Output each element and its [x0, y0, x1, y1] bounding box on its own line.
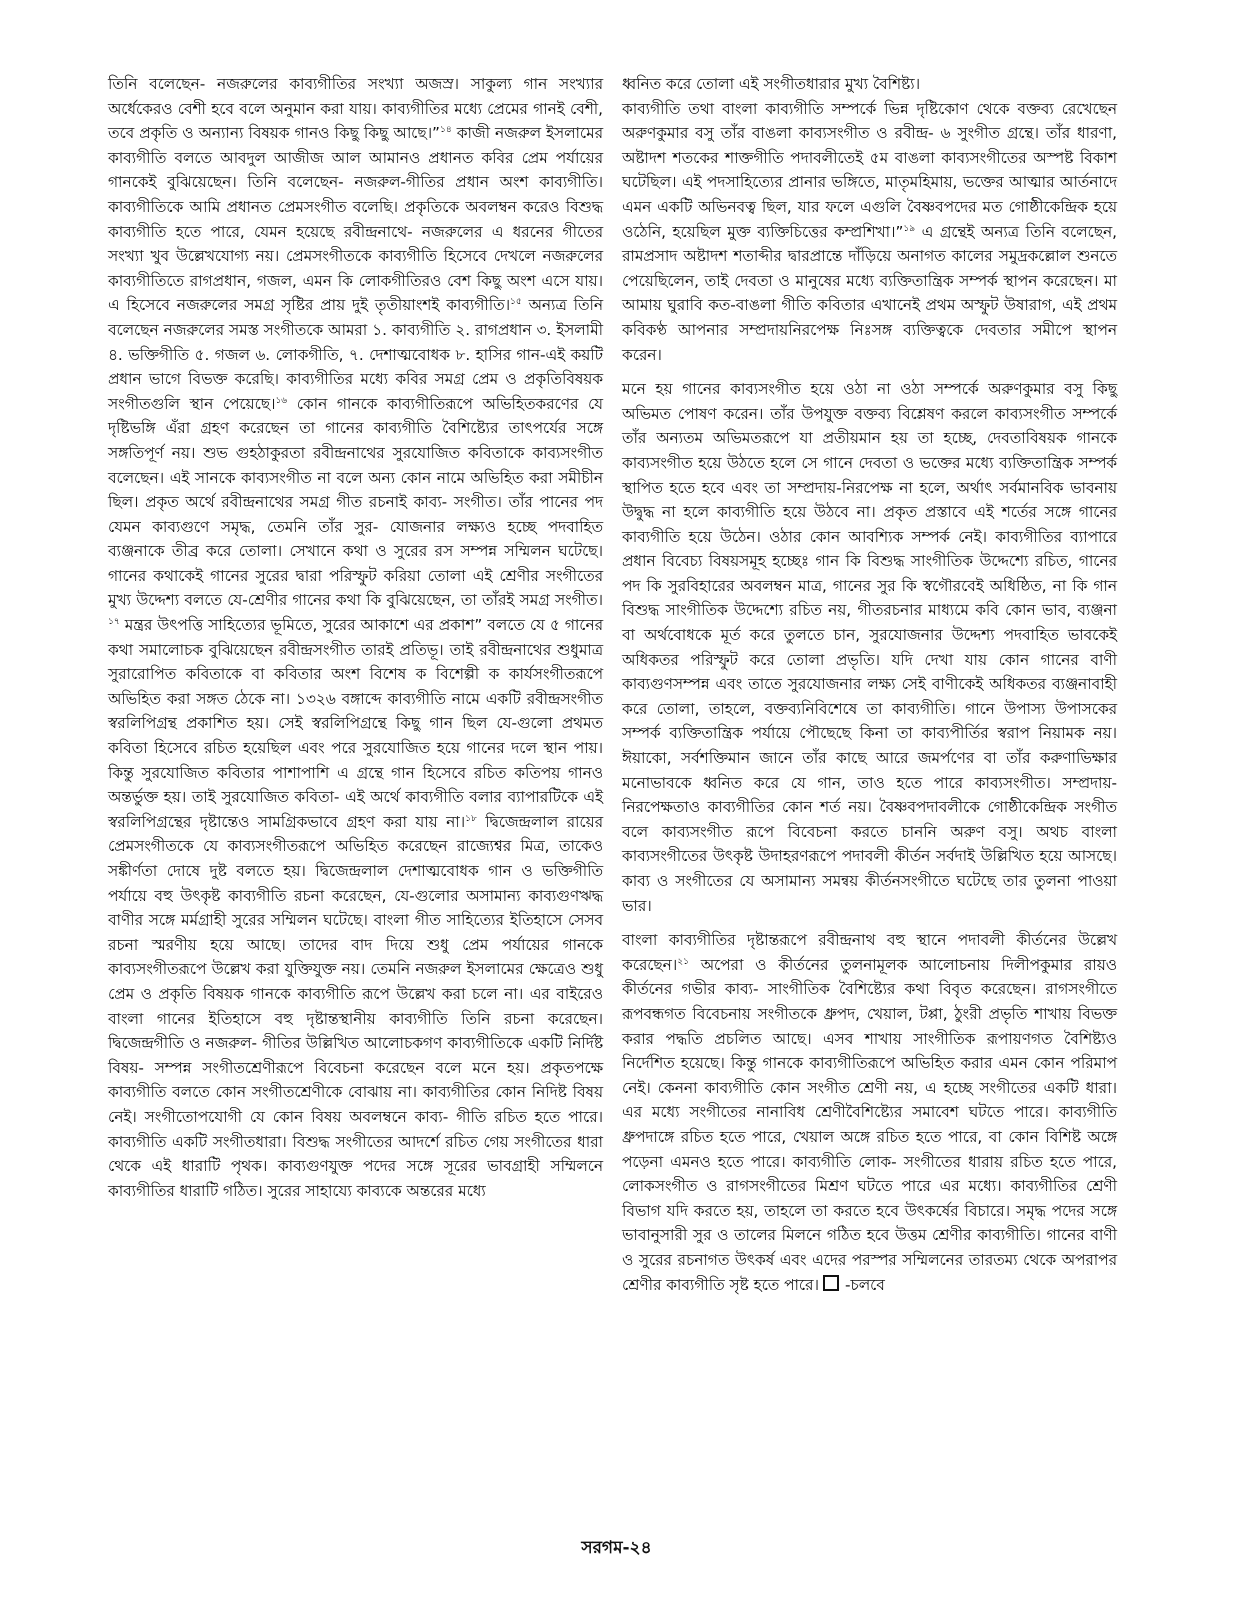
- text-run: অন্যত্র তিনি বলেছেন নজরুলের সমস্ত সংগীতকে আমরা ১. কাব্যগীতি ২. রাগপ্রধান ৩. ইসলামী ৪. ভক্তিগীতি ৫. গজল ৬. লোকগীতি, ৭. দেশাত্মবোধক ৮. হাসির গান-এই কয়টি প্রধান ভাগে বিভক্ত করেছি। কাব্যগীতির মধ্যে কবির সমগ্র প্রেম ও প্রকৃতিবিষয়ক সংগীতগুলি স্থান পেয়েছে।: [108, 296, 603, 413]
- footnote-ref: ১৫: [510, 297, 522, 308]
- text-run: দ্বিজেন্দ্রলাল রায়ের প্রেমসংগীতকে যে কাব্যসংগীতরূপে অভিহিত করেছেন রাজ্যেশ্বর মিত্র, তাকেও সঙ্কীর্ণতা দোষে দুষ্ট বলতে হয়। দ্বিজেন্দ্রলাল দেশাত্মবোধক গান ও ভক্তিগীতি পর্যায়ে বহু উৎকৃষ্ট কাব্যগীতি রচনা করেছেন, যে-গুলোর অসামান্য কাব্যগুণঋদ্ধ বাণীর সঙ্গে মর্মগ্রাহী সুরের সম্মিলন ঘটেছে। বাংলা গীত সাহিত্যের ইতিহাসে সেসব রচনা স্মরণীয় হয়ে আছে। তাদের বাদ দিয়ে শুধু প্রেম পর্যায়ের গানকে কাব্যসংগীতরূপে উল্লেখ করা যুক্তিযুক্ত নয়। তেমনি নজরুল ইসলামের ক্ষেত্রেও শুধু প্রেম ও প্রকৃতি বিষয়ক গানকে কাব্যগীতি রূপে উল্লেখ করা চলে না। এর বাইরেও বাংলা গানের ইতিহাসে বহু দৃষ্টান্তস্থানীয় কাব্যগীতি তিনি রচনা করেছেন। দ্বিজেন্দ্রগীতি ও নজরুল- গীতির উল্লিখিত আলোচকগণ কাব্যগীতিকে একটি নির্দিষ্ট বিষয়- সম্পন্ন সংগীতশ্রেণীরূপে বিবেচনা করেছেন বলে মনে হয়। প্রকৃতপক্ষে কাব্যগীতি বলতে কোন সংগীতশ্রেণীকে বোঝায় না। কাব্যগীতির কোন নিদিষ্ট বিষয় নেই। সংগীতোপযোগী যে কোন বিষয় অবলম্বনে কাব্য- গীতি রচিত হতে পারে। কাব্যগীতি একটি সংগীতধারা। বিশুদ্ধ সংগীতের আদর্শে রচিত গেয় সংগীতের ধারা থেকে এই ধারাটি পৃথক। কাব্যগুণযুক্ত পদের সঙ্গে সূরের ভাবগ্রাহী সম্মিলনে কাব্যগীতির ধারাটি গঠিত। সুরের সাহায্যে কাব্যকে অন্তরের মধ্যে: [108, 812, 603, 1200]
- text-run: কাজী নজরুল ইসলামের কাব্যগীতি বলতে আবদুল আজীজ আল আমানও প্রধানত কবির প্রেম পর্যায়ের গানকেই বুঝিয়েছেন। তিনি বলেছেন- নজরুল-গীতির প্রধান অংশ কাব্যগীতি। কাব্যগীতিকে আমি প্রধানত প্রেমসংগীত বলেছি। প্রকৃতিকে অবলম্বন করেও বিশুদ্ধ কাব্যগীতি হতে পারে, যেমন হয়েছে রবীন্দ্রনাথে- নজরুলের এ ধরনের গীতের সংখ্যা খুব উল্লেখযোগ্য নয়। প্রেমসংগীতকে কাব্যগীতি হিসেবে দেখলে নজরুলের কাব্যগীতিতে রাগপ্রধান, গজল, এমন কি লোকগীতিরও বেশ কিছু অংশ এসে যায়। এ হিসেবে নজরুলের সমগ্র সৃষ্টির প্রায় দুই তৃতীয়াংশই কাব্যগীতি।: [108, 124, 603, 315]
- text-run: বাংলা কাব্যগীতির দৃষ্টান্তরূপে রবীন্দ্রনাথ বহু স্থানে পদাবলী কীর্তনের উল্লেখ করেছেন।: [622, 931, 1117, 974]
- left-paragraph: [108, 72, 603, 1203]
- text-run: অপেরা ও কীর্তনের তুলনামূলক আলোচনায় দিলীপকুমার রায়ও কীর্তনের গভীর কাব্য- সাংগীতিক বৈশিষ্ট্যের কথা বিবৃত করেছেন। রাগসংগীতে রূপবন্ধগত বিবেচনায় সংগীতকে ধ্রুপদ, খেয়াল, টপ্পা, ঠুংরী প্রভৃতি শাখায় বিভক্ত করার পদ্ধতি প্রচলিত আছে। এসব শাখায় সাংগীতিক রূপায়ণগত বৈশিষ্ট্যও নির্দেশিত হয়েছে। কিন্তু গানকে কাব্যগীতিরূপে অভিহিত করার এমন কোন পরিমাপ নেই। কেননা কাব্যগীতি কোন সংগীত শ্রেণী নয়, এ হচ্ছে সংগীতের একটি ধারা। এর মধ্যে সংগীতের নানাবিধ শ্রেণীবৈশিষ্ট্যের সমাবেশ ঘটতে পারে। কাব্যগীতি ধ্রুপদাঙ্গে রচিত হতে পারে, খেয়াল অঙ্গে রচিত হতে পারে, বা কোন বিশিষ্ট অঙ্গে পড়েনা এমনও হতে পারে। কাব্যগীতি লোক- সংগীতের ধারায় রচিত হতে পারে, লোকসংগীত ও রাগসংগীতের মিশ্রণ ঘটতে পারে এর মধ্যে। কাব্যগীতির শ্রেণী বিভাগ যদি করতে হয়, তাহলে তা করতে হবে উৎকর্ষের বিচারে। সমৃদ্ধ পদের সঙ্গে ভাবানুসারী সুর ও তালের মিলনে গঠিত হবে উত্তম শ্রেণীর কাব্যগীতি। গানের বাণী ও সুরের রচনাগত উৎকর্ষ এবং এদের পরস্পর সম্মিলনের তারতম্য থেকে অপরাপর শ্রেণীর কাব্যগীতি সৃষ্ট হতে পারে।: [622, 955, 1117, 1294]
- page-footer: [0, 1535, 1233, 1563]
- text-run: এ গ্রন্থেই অন্যত্র তিনি বলেছেন, রামপ্রসাদ অষ্টাদশ শতাব্দীর দ্বারপ্রান্তে দাঁড়িয়ে অনাগত কালের সমুদ্রকল্লোল শুনতে পেয়েছিলেন, তাই দেবতা ও মানুষের মধ্যে ব্যক্তিতান্ত্রিক সম্পর্ক স্থাপন করেছেন। মা আমায় ঘুরাবি কত-বাঙলা গীতি কবিতার এখানেই প্রথম অস্ফুট উষারাগ, এই প্রথম কবিকণ্ঠ আপনার সম্প্রদায়নিরপেক্ষ নিঃসঙ্গ ব্যক্তিত্বকে দেবতার সমীপে স্থাপন করেন।: [622, 222, 1117, 364]
- end-mark-square-icon: [823, 1275, 839, 1291]
- text-run: তিনি বলেছেন- নজরুলের কাব্যগীতির সংখ্যা অজস্র। সাকুল্য গান সংখ্যার অর্ধেকেরও বেশী হবে বলে অনুমান করা যায়। কাব্যগীতির মধ্যে প্রেমের গানই বেশী, তবে প্রকৃতি ও অন্যান্য বিষয়ক গানও কিছু কিছু আছে।”: [108, 75, 603, 143]
- right-column: [622, 72, 1117, 1297]
- right-paragraph: ধ্বনিত করে তোলা এই সংগীতধারার মুখ্য বৈশিষ্ট্য।: [622, 75, 921, 93]
- left-column: [108, 72, 603, 1203]
- footnote-ref: ১৮: [465, 813, 477, 824]
- footnote-ref: ১৭: [108, 617, 120, 628]
- footnote-ref: ১৬: [275, 395, 288, 406]
- footnote-ref: ২১: [677, 956, 689, 967]
- text-run: মন্ত্রর উৎপত্তি সাহিত্যের ভূমিতে, সুরের আকাশে এর প্রকাশ” বলতে যে ৫ গানের কথা সমালোচক বুঝিয়েছেন রবীন্দ্রসংগীত তারই প্রতিভূ। তাই রবীন্দ্রনাথের শুধুমাত্র সুরারোপিত কবিতাকে বা কবিতার অংশ বিশেষ ক বিশেল্পী ক কার্যসংগীতরূপে অভিহিত করা সঙ্গত ঠেকে না। ১৩২৬ বঙ্গাব্দে কাব্যগীতি নামে একটি রবীন্দ্রসংগীত স্বরলিপিগ্রন্থ প্রকাশিত হয়। সেই স্বরলিপিগ্রন্থে কিছু গান ছিল যে-গুলো প্রথমত কবিতা হিসেবে রচিত হয়েছিল এবং পরে সুরযোজিত হয়ে গানের দলে স্থান পায়। কিন্তু সুরযোজিত কবিতার পাশাপাশি এ গ্রন্থে গান হিসেবে রচিত কতিপয় গানও অন্তর্ভুক্ত হয়। তাই সুরযোজিত কবিতা- এই অর্থে কাব্যগীতি বলার ব্যাপারটিকে এই স্বরলিপিগ্রন্থের দৃষ্টান্তেও সামগ্রিকভাবে গ্রহণ করা যায় না।: [108, 616, 603, 831]
- footnote-ref: ১৯: [903, 223, 916, 234]
- right-paragraph: মনে হয় গানের কাব্যসংগীত হয়ে ওঠা না ওঠা সম্পর্কে অরুণকুমার বসু কিছু অভিমত পোষণ করেন। তাঁর উপযুক্ত বক্তব্য বিশ্লেষণ করলে কাব্যসংগীত সম্পর্কে তাঁর অন্যতম অভিমতরূপে যা প্রতীয়মান হয় তা হচ্ছে, দেবতাবিষয়ক গানকে কাব্যসংগীত হয়ে উঠতে হলে সে গানে দেবতা ও ভক্তের মধ্যে ব্যক্তিতান্ত্রিক সম্পর্ক স্থাপিত হতে হবে এবং তা সম্প্রদায়-নিরপেক্ষ না হলে, অর্থাৎ সর্বমানবিক ভাবনায় উদ্বুদ্ধ না হলে কাব্যগীতি হয়ে উঠবে না। প্রকৃত প্রস্তাবে এই শর্তের সঙ্গে গানের কাব্যগীতি হয়ে উঠেন। ওঠার কোন আবশ্যিক সম্পর্ক নেই। কাব্যগীতির ব্যাপারে প্রধান বিবেচ্য বিষয়সমূহ হচ্ছেঃ গান কি বিশুদ্ধ সাংগীতিক উদ্দেশ্যে রচিত, গানের পদ কি সুরবিহারের অবলম্বন মাত্র, গানের সুর কি স্বগৌরবেই অধিষ্ঠিত, না কি গান বিশুদ্ধ সাংগীতিক উদ্দেশ্যে রচিত নয়, গীতরচনার মাধ্যমে কবি কোন ভাব, ব্যঞ্জনা বা অর্থবোধকে মূর্ত করে তুলতে চান, সুরযোজনার উদ্দেশ্য পদবাহিত ভাবকেই অধিকতর পরিস্ফুট করে তোলা প্রভৃতি। যদি দেখা যায় কোন গানের বাণী কাব্যগুণসম্পন্ন এবং তাতে সুরযোজনার লক্ষ্য সেই বাণীকেই অধিকতর ব্যঞ্জনাবাহী করে তোলা, তাহলে, বক্তব্যনিবিশেষে তা কাব্যগীতি। গানে উপাস্য উপাসকের সম্পর্ক ব্যক্তিতান্ত্রিক পর্যায়ে পৌছেছে কিনা তা কাব্যপীর্তির স্বরাপ নিয়ামক নয়। ঈয়াকো, সর্বশক্তিমান জানে তাঁর কাছে আরে জমর্পণের বা তাঁর করুণাভিক্ষার মনোভাবকে ধ্বনিত করে যে গান, তাও হতে পারে কাব্যসংগীত। সম্প্রদায়-নিরপেক্ষতাও কাব্যগীতির কোন শর্ত নয়। বৈষ্ণবপদাবলীকে গোষ্ঠীকেন্দ্রিক সংগীত বলে কাব্যসংগীত রূপে বিবেচনা করতে চাননি অরুণ বসু। অথচ বাংলা কাব্যসংগীতের উৎকৃষ্ট উদাহরণরূপে পদাবলী কীর্তন সর্বদাই উল্লিখিত হয়ে আসছে। কাব্য ও সংগীতের যে অসামান্য সমন্বয় কীর্তনসংগীতে ঘটেছে তার তুলনা পাওয়া ভার।: [622, 380, 1117, 915]
- page-number-label: সরগম-২৪: [581, 1538, 652, 1558]
- continued-label: -চলবে: [844, 1275, 885, 1294]
- footnote-ref: ১৪: [439, 125, 452, 136]
- text-run: কোন গানকে কাব্যগীতিরূপে অভিহিতকরণের যে দৃষ্টিভঙ্গি এঁরা গ্রহণ করেছেন তা গানের কাব্যগীতি বৈশিষ্ট্যের তাৎপর্যের সঙ্গে সঙ্গতিপূর্ণ নয়। শুভ গুহঠাকুরতা রবীন্দ্রনাথের সুরযোজিত কবিতাকে কাব্যসংগীত বলেছেন। এই সানকে কাব্যসংগীত না বলে অন্য কোন নামে অভিহিত করা সমীচীন ছিল। প্রকৃত অর্থে রবীন্দ্রনাথের সমগ্র গীত রচনাই কাব্য- সংগীত। তাঁর পানের পদ যেমন কাব্যগুণে সমৃদ্ধ, তেমনি তাঁর সুর- যোজনার লক্ষ্যও হচ্ছে পদবাহিত ব্যঞ্জনাকে তীব্র করে তোলা। সেখানে কথা ও সুরের রস সম্পন্ন সম্মিলন ঘটেছে। গানের কথাকেই গানের সুরের দ্বারা পরিস্ফুট করিয়া তোলা এই শ্রেণীর সংগীতের মুখ্য উদ্দেশ্য বলতে যে-শ্রেণীর গানের কথা কি বুঝিয়েছেন, তা তাঁরই সমগ্র সংগীত।: [108, 394, 603, 610]
- text-run: কাব্যগীতি তথা বাংলা কাব্যগীতি সম্পর্কে ভিন্ন দৃষ্টিকোণ থেকে বক্তব্য রেখেছেন অরুণকুমার বসু তাঁর বাঙলা কাব্যসংগীত ও রবীন্দ্র- ৬ সুংগীত গ্রন্থে। তাঁর ধারণা, অষ্টাদশ শতকের শাক্তগীতি পদাবলীতেই ৫ম বাঙলা কাব্যসংগীতের অস্পষ্ট বিকাশ ঘটেছিল। এই পদসাহিত্যের প্রানার ভঙ্গিতে, মাতৃমহিমায়, ভক্তের আত্মার আর্তনাদে এমন একটি অভিনবত্ব ছিল, যার ফলে এগুলি বৈষ্ণবপদের মত গোষ্ঠীকেন্দ্রিক হয়ে ওঠেনি, হয়েছিল মুক্ত ব্যক্তিচিত্তের কম্প্রশিখা।”: [622, 99, 1117, 241]
- right-paragraph: [622, 928, 1117, 1297]
- right-paragraph: [622, 97, 1117, 368]
